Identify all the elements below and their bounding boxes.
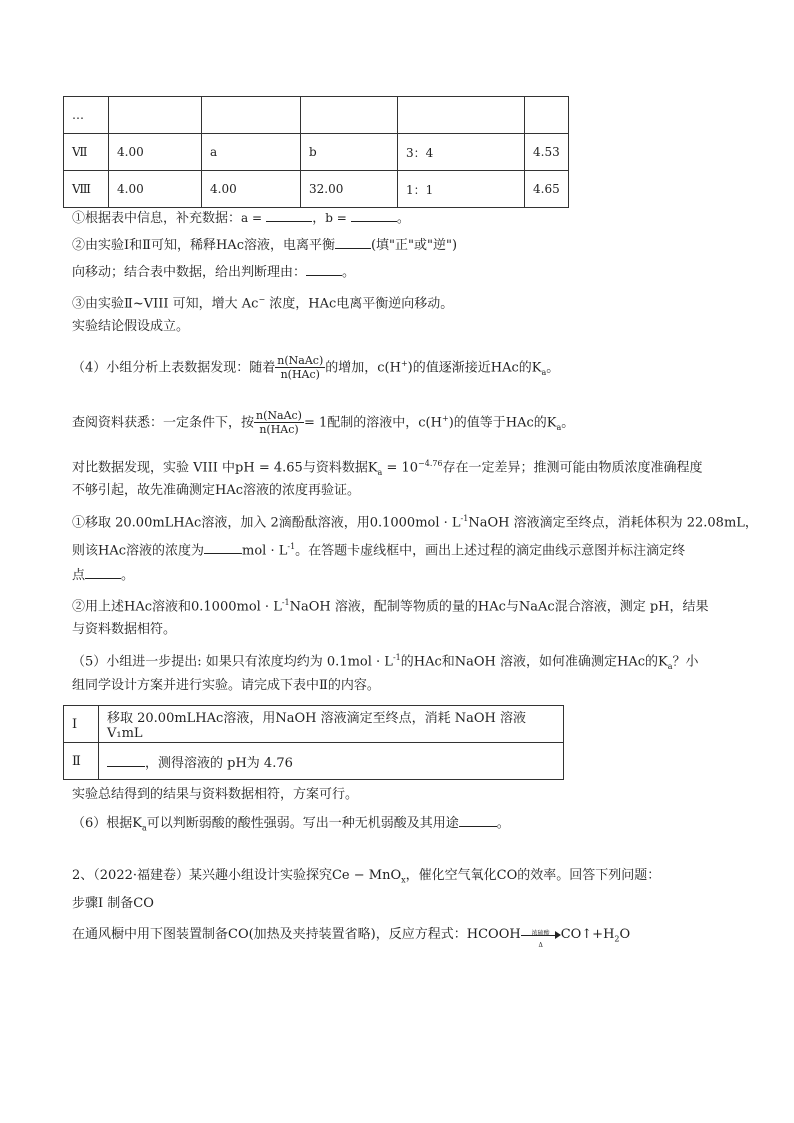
text: 在通风橱中用下图装置制备CO(加热及夹持装置省略)，反应方程式：HCOOH	[72, 927, 521, 942]
question-line	[72, 399, 574, 448]
table-cell: 4.00	[202, 171, 301, 208]
data-table	[63, 96, 569, 208]
numerator: n(NaAc)	[256, 409, 302, 423]
subscript: a	[377, 467, 383, 477]
question-line	[72, 867, 660, 890]
denominator: n(HAc)	[280, 368, 320, 382]
text: 。	[342, 265, 356, 280]
table-cell: 移取 20.00mLHAc溶液，用NaOH 溶液滴定至终点，消耗 NaOH 溶液V₁mL	[99, 706, 564, 743]
table-cell: Ⅱ	[64, 743, 99, 780]
table-row	[64, 134, 569, 171]
question-line	[72, 510, 758, 532]
text: NaOH 溶液滴定至终点，消耗体积为 22.08mL，	[468, 515, 758, 531]
question-line	[72, 344, 559, 393]
text: a =	[241, 211, 263, 225]
table-row	[64, 743, 564, 780]
reaction-arrow	[521, 928, 561, 949]
text: = 10	[382, 460, 419, 476]
question-line	[72, 291, 453, 313]
text: 。	[396, 211, 410, 226]
text: 2、（2022·福建卷）某兴趣小组设计实验探究Ce − MnO	[72, 868, 402, 883]
question-line: 组同学设计方案并进行实验。请完成下表中Ⅱ的内容。	[72, 678, 380, 693]
answer-blank[interactable]	[335, 236, 371, 249]
subscript: a	[141, 823, 147, 833]
text: ，	[312, 211, 326, 226]
text: 。	[496, 816, 510, 831]
numerator: n(NaAc)	[277, 354, 324, 368]
answer-blank[interactable]	[204, 541, 242, 554]
arrow-condition: Δ	[538, 941, 543, 949]
table-cell: 4.53	[525, 134, 569, 171]
text: 浓度，HAc电离平衡逆向移动。	[265, 296, 454, 312]
superscript: +	[400, 359, 408, 368]
table-cell	[99, 743, 564, 780]
question-line	[72, 209, 410, 228]
text: （6）根据K	[72, 816, 142, 831]
question-line	[72, 814, 510, 838]
table-cell: a	[202, 134, 301, 171]
text: O	[619, 927, 631, 942]
answer-blank[interactable]	[351, 209, 397, 222]
text: ①根据表中信息，补充数据：	[72, 211, 242, 226]
table-cell: 4.00	[109, 134, 202, 171]
table-cell	[301, 97, 398, 134]
table-cell: 3：4	[398, 134, 525, 171]
text: = 1配制的溶液中，c(H	[303, 415, 442, 431]
subscript: a	[556, 422, 562, 432]
subscript: a	[667, 661, 673, 671]
superscript: -1	[392, 653, 401, 662]
text: (填"正"或"逆")	[370, 238, 458, 253]
question-line	[72, 566, 134, 585]
superscript: -1	[460, 514, 469, 523]
table-cell	[398, 97, 525, 134]
question-line	[72, 926, 630, 949]
superscript: −4.76	[418, 459, 443, 468]
question-line: 步骤Ⅰ 制备CO	[72, 896, 154, 911]
text: 则该HAc溶液的浓度为	[72, 543, 205, 559]
answer-blank[interactable]	[85, 566, 121, 579]
table-cell: Ⅶ	[64, 134, 109, 171]
subscript: a	[541, 367, 547, 377]
text: 点	[72, 568, 86, 583]
text: NaOH 溶液，配制等物质的量的HAc与NaAc混合溶液，测定 pH，结果	[289, 599, 709, 615]
fraction	[254, 409, 304, 436]
question-line: 实验总结得到的结果与资料数据相符，方案可行。	[72, 787, 359, 802]
text: )的值逐渐接近HAc的K	[407, 360, 542, 376]
text: 查阅资料获悉：一定条件下，按	[72, 415, 255, 431]
question-line: 实验结论假设成立。	[72, 319, 190, 334]
answer-blank[interactable]	[107, 754, 145, 767]
arrow-condition: 浓硫酸	[531, 929, 550, 937]
text: )的值等于HAc的K	[448, 415, 557, 431]
question-line	[72, 649, 699, 676]
table-cell: 4.00	[109, 171, 202, 208]
superscript: -1	[281, 598, 290, 607]
question-line: 与资料数据相符。	[72, 622, 177, 637]
denominator: n(HAc)	[259, 423, 299, 437]
answer-blank[interactable]	[459, 814, 497, 827]
question-line	[72, 236, 457, 255]
table-cell: 4.65	[525, 171, 569, 208]
table-cell: Ⅷ	[64, 171, 109, 208]
text: 向移动；结合表中数据，给出判断理由：	[72, 265, 307, 280]
text: （5）小组进一步提出: 如果只有浓度均约为 0.1mol · L	[72, 654, 393, 670]
table-cell: b	[301, 134, 398, 171]
superscript: +	[441, 414, 449, 423]
procedure-table	[63, 705, 564, 780]
table-row	[64, 97, 569, 134]
table-cell	[202, 97, 301, 134]
table-cell	[109, 97, 202, 134]
text: （4）小组分析上表数据发现：随着	[72, 360, 276, 376]
text: 。在答题卡虚线框中，画出上述过程的滴定曲线示意图并标注滴定终	[295, 543, 686, 559]
superscript: -1	[287, 542, 296, 551]
table-row	[64, 171, 569, 208]
table-cell: 1：1	[398, 171, 525, 208]
subscript: x	[401, 875, 406, 885]
text: ？小	[672, 654, 699, 670]
fraction	[275, 354, 325, 381]
question-line: 不够引起，故先准确测定HAc溶液的浓度再验证。	[72, 483, 361, 498]
question-line	[72, 455, 703, 482]
question-line	[72, 538, 685, 560]
text: ，催化空气氧化CO的效率。回答下列问题：	[405, 868, 661, 883]
subscript: 2	[614, 934, 620, 944]
text: 。	[121, 568, 135, 583]
question-line	[72, 263, 355, 282]
table-cell	[525, 97, 569, 134]
text: 对比数据发现，实验 VIII 中pH = 4.65与资料数据K	[72, 460, 378, 476]
text: ，测得溶液的 pH为 4.76	[145, 755, 293, 771]
table-cell: Ⅰ	[64, 706, 99, 743]
text: ①移取 20.00mLHAc溶液，加入 2滴酚酞溶液，用0.1000mol · L	[72, 515, 461, 531]
text: CO↑+H	[560, 927, 615, 942]
text: 。	[546, 360, 560, 376]
text: ②用上述HAc溶液和0.1000mol · L	[72, 599, 282, 615]
text: mol · L	[242, 543, 288, 559]
text: 存在一定差异；推测可能由物质浓度准确程度	[442, 460, 703, 476]
text: b =	[325, 211, 347, 225]
answer-blank[interactable]	[266, 209, 312, 222]
question-line	[72, 594, 709, 616]
text: 。	[561, 415, 575, 431]
answer-blank[interactable]	[306, 263, 342, 276]
text: 可以判断弱酸的酸性强弱。写出一种无机弱酸及其用途	[146, 816, 459, 831]
table-cell: 32.00	[301, 171, 398, 208]
superscript: −	[258, 295, 266, 304]
table-row	[64, 706, 564, 743]
text: 的HAc和NaOH 溶液，如何准确测定HAc的K	[400, 654, 668, 670]
text: ②由实验Ⅰ和Ⅱ可知，稀释HAc溶液，电离平衡	[72, 238, 335, 253]
table-cell: …	[64, 97, 109, 134]
text: 的增加，c(H	[325, 360, 401, 376]
text: ③由实验Ⅱ~VIII 可知，增大 Ac	[72, 296, 259, 312]
